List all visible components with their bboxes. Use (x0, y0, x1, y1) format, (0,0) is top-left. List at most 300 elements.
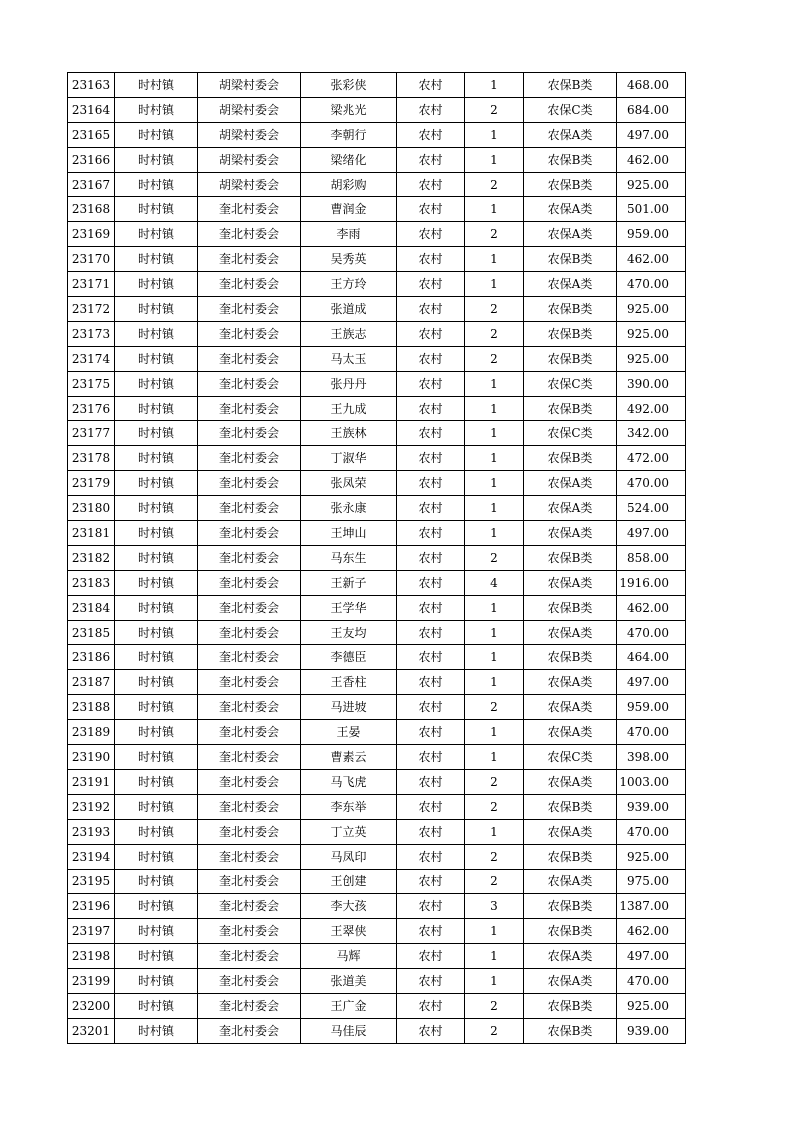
name-cell: 李大孩 (301, 894, 397, 919)
household-type-cell: 农村 (397, 769, 465, 794)
insurance-class-cell: 农保B类 (524, 297, 617, 322)
village-cell: 奎北村委会 (198, 944, 301, 969)
name-cell: 吴秀英 (301, 247, 397, 272)
name-cell: 丁立英 (301, 819, 397, 844)
table-row (68, 670, 686, 695)
table-row (68, 794, 686, 819)
household-type-cell: 农村 (397, 421, 465, 446)
town-cell: 时村镇 (115, 645, 198, 670)
amount-cell: 497.00 (617, 521, 686, 546)
insurance-class-cell: 农保A类 (524, 496, 617, 521)
person-count-cell: 2 (465, 869, 524, 894)
name-cell: 王坤山 (301, 521, 397, 546)
name-cell: 王族林 (301, 421, 397, 446)
record-id-cell: 23173 (68, 321, 115, 346)
town-cell: 时村镇 (115, 869, 198, 894)
village-cell: 奎北村委会 (198, 570, 301, 595)
town-cell: 时村镇 (115, 446, 198, 471)
table-row (68, 321, 686, 346)
insurance-class-cell: 农保B类 (524, 993, 617, 1018)
household-type-cell: 农村 (397, 720, 465, 745)
household-type-cell: 农村 (397, 570, 465, 595)
household-type-cell: 农村 (397, 396, 465, 421)
town-cell: 时村镇 (115, 595, 198, 620)
record-id-cell: 23193 (68, 819, 115, 844)
insurance-class-cell: 农保A类 (524, 471, 617, 496)
insurance-class-cell: 农保B类 (524, 919, 617, 944)
amount-cell: 462.00 (617, 919, 686, 944)
person-count-cell: 1 (465, 944, 524, 969)
village-cell: 奎北村委会 (198, 471, 301, 496)
amount-cell: 959.00 (617, 695, 686, 720)
village-cell: 奎北村委会 (198, 894, 301, 919)
amount-cell: 501.00 (617, 197, 686, 222)
insurance-class-cell: 农保B类 (524, 844, 617, 869)
name-cell: 马太玉 (301, 346, 397, 371)
town-cell: 时村镇 (115, 720, 198, 745)
household-type-cell: 农村 (397, 819, 465, 844)
person-count-cell: 2 (465, 172, 524, 197)
amount-cell: 858.00 (617, 545, 686, 570)
name-cell: 马进坡 (301, 695, 397, 720)
record-id-cell: 23167 (68, 172, 115, 197)
record-id-cell: 23190 (68, 745, 115, 770)
table-row (68, 471, 686, 496)
person-count-cell: 4 (465, 570, 524, 595)
table-row (68, 769, 686, 794)
person-count-cell: 2 (465, 1018, 524, 1043)
record-id-cell: 23163 (68, 73, 115, 98)
insurance-class-cell: 农保A类 (524, 122, 617, 147)
record-id-cell: 23186 (68, 645, 115, 670)
amount-cell: 492.00 (617, 396, 686, 421)
amount-cell: 925.00 (617, 321, 686, 346)
person-count-cell: 2 (465, 222, 524, 247)
name-cell: 张彩侠 (301, 73, 397, 98)
town-cell: 时村镇 (115, 993, 198, 1018)
name-cell: 张凤荣 (301, 471, 397, 496)
record-id-cell: 23175 (68, 371, 115, 396)
household-type-cell: 农村 (397, 545, 465, 570)
name-cell: 马东生 (301, 545, 397, 570)
amount-cell: 390.00 (617, 371, 686, 396)
name-cell: 曹素云 (301, 745, 397, 770)
person-count-cell: 1 (465, 670, 524, 695)
household-type-cell: 农村 (397, 346, 465, 371)
household-type-cell: 农村 (397, 521, 465, 546)
household-type-cell: 农村 (397, 197, 465, 222)
record-id-cell: 23185 (68, 620, 115, 645)
insurance-class-cell: 农保B类 (524, 396, 617, 421)
record-id-cell: 23189 (68, 720, 115, 745)
person-count-cell: 2 (465, 993, 524, 1018)
amount-cell: 1003.00 (617, 769, 686, 794)
household-type-cell: 农村 (397, 745, 465, 770)
table-row (68, 247, 686, 272)
name-cell: 王翠侠 (301, 919, 397, 944)
amount-cell: 925.00 (617, 297, 686, 322)
table-row (68, 969, 686, 994)
name-cell: 李德臣 (301, 645, 397, 670)
person-count-cell: 2 (465, 769, 524, 794)
village-cell: 胡梁村委会 (198, 97, 301, 122)
town-cell: 时村镇 (115, 147, 198, 172)
record-id-cell: 23198 (68, 944, 115, 969)
household-type-cell: 农村 (397, 147, 465, 172)
person-count-cell: 2 (465, 97, 524, 122)
insurance-class-cell: 农保C类 (524, 97, 617, 122)
amount-cell: 925.00 (617, 346, 686, 371)
town-cell: 时村镇 (115, 545, 198, 570)
insurance-class-cell: 农保B类 (524, 595, 617, 620)
town-cell: 时村镇 (115, 346, 198, 371)
household-type-cell: 农村 (397, 97, 465, 122)
amount-cell: 1387.00 (617, 894, 686, 919)
household-type-cell: 农村 (397, 122, 465, 147)
household-type-cell: 农村 (397, 969, 465, 994)
amount-cell: 684.00 (617, 97, 686, 122)
village-cell: 奎北村委会 (198, 197, 301, 222)
town-cell: 时村镇 (115, 73, 198, 98)
amount-cell: 470.00 (617, 272, 686, 297)
person-count-cell: 1 (465, 819, 524, 844)
person-count-cell: 1 (465, 272, 524, 297)
village-cell: 奎北村委会 (198, 595, 301, 620)
village-cell: 奎北村委会 (198, 745, 301, 770)
table-row (68, 993, 686, 1018)
insurance-class-cell: 农保A类 (524, 197, 617, 222)
insurance-class-cell: 农保A类 (524, 222, 617, 247)
record-id-cell: 23200 (68, 993, 115, 1018)
name-cell: 李雨 (301, 222, 397, 247)
village-cell: 奎北村委会 (198, 321, 301, 346)
insurance-class-cell: 农保A类 (524, 869, 617, 894)
insurance-class-cell: 农保B类 (524, 1018, 617, 1043)
village-cell: 奎北村委会 (198, 297, 301, 322)
insurance-class-cell: 农保B类 (524, 172, 617, 197)
table-row (68, 122, 686, 147)
record-id-cell: 23191 (68, 769, 115, 794)
amount-cell: 464.00 (617, 645, 686, 670)
table-row (68, 869, 686, 894)
insurance-class-cell: 农保B类 (524, 446, 617, 471)
town-cell: 时村镇 (115, 745, 198, 770)
table-row (68, 496, 686, 521)
village-cell: 奎北村委会 (198, 969, 301, 994)
amount-cell: 342.00 (617, 421, 686, 446)
name-cell: 马飞虎 (301, 769, 397, 794)
household-type-cell: 农村 (397, 844, 465, 869)
village-cell: 奎北村委会 (198, 819, 301, 844)
person-count-cell: 3 (465, 894, 524, 919)
insurance-class-cell: 农保B类 (524, 321, 617, 346)
insurance-class-cell: 农保A类 (524, 620, 617, 645)
insurance-class-cell: 农保B类 (524, 73, 617, 98)
name-cell: 张丹丹 (301, 371, 397, 396)
table-row (68, 745, 686, 770)
village-cell: 奎北村委会 (198, 993, 301, 1018)
table-row (68, 545, 686, 570)
town-cell: 时村镇 (115, 396, 198, 421)
name-cell: 王晏 (301, 720, 397, 745)
insurance-class-cell: 农保B类 (524, 247, 617, 272)
name-cell: 丁淑华 (301, 446, 397, 471)
town-cell: 时村镇 (115, 421, 198, 446)
town-cell: 时村镇 (115, 496, 198, 521)
person-count-cell: 1 (465, 745, 524, 770)
household-type-cell: 农村 (397, 944, 465, 969)
table-row (68, 894, 686, 919)
village-cell: 奎北村委会 (198, 620, 301, 645)
record-id-cell: 23172 (68, 297, 115, 322)
amount-cell: 470.00 (617, 471, 686, 496)
record-id-cell: 23182 (68, 545, 115, 570)
amount-cell: 470.00 (617, 819, 686, 844)
insurance-class-cell: 农保A类 (524, 272, 617, 297)
name-cell: 王友均 (301, 620, 397, 645)
amount-cell: 472.00 (617, 446, 686, 471)
village-cell: 奎北村委会 (198, 272, 301, 297)
insurance-class-cell: 农保C类 (524, 745, 617, 770)
record-id-cell: 23171 (68, 272, 115, 297)
household-type-cell: 农村 (397, 919, 465, 944)
table-row (68, 695, 686, 720)
record-id-cell: 23176 (68, 396, 115, 421)
name-cell: 李东举 (301, 794, 397, 819)
table-row (68, 172, 686, 197)
amount-cell: 925.00 (617, 172, 686, 197)
amount-cell: 470.00 (617, 620, 686, 645)
village-cell: 奎北村委会 (198, 396, 301, 421)
person-count-cell: 1 (465, 371, 524, 396)
record-id-cell: 23170 (68, 247, 115, 272)
table-row (68, 297, 686, 322)
record-id-cell: 23177 (68, 421, 115, 446)
record-id-cell: 23169 (68, 222, 115, 247)
village-cell: 奎北村委会 (198, 545, 301, 570)
record-id-cell: 23181 (68, 521, 115, 546)
town-cell: 时村镇 (115, 222, 198, 247)
insurance-class-cell: 农保A类 (524, 670, 617, 695)
record-id-cell: 23178 (68, 446, 115, 471)
insurance-class-cell: 农保A类 (524, 819, 617, 844)
record-id-cell: 23164 (68, 97, 115, 122)
amount-cell: 524.00 (617, 496, 686, 521)
insurance-class-cell: 农保A类 (524, 570, 617, 595)
record-id-cell: 23187 (68, 670, 115, 695)
person-count-cell: 1 (465, 147, 524, 172)
person-count-cell: 1 (465, 197, 524, 222)
person-count-cell: 2 (465, 321, 524, 346)
person-count-cell: 1 (465, 919, 524, 944)
village-cell: 胡梁村委会 (198, 147, 301, 172)
name-cell: 马辉 (301, 944, 397, 969)
name-cell: 张永康 (301, 496, 397, 521)
village-cell: 奎北村委会 (198, 695, 301, 720)
village-cell: 奎北村委会 (198, 794, 301, 819)
village-cell: 奎北村委会 (198, 247, 301, 272)
amount-cell: 462.00 (617, 147, 686, 172)
town-cell: 时村镇 (115, 521, 198, 546)
person-count-cell: 2 (465, 545, 524, 570)
amount-cell: 497.00 (617, 944, 686, 969)
town-cell: 时村镇 (115, 471, 198, 496)
household-type-cell: 农村 (397, 471, 465, 496)
town-cell: 时村镇 (115, 819, 198, 844)
table-row (68, 446, 686, 471)
household-type-cell: 农村 (397, 73, 465, 98)
household-type-cell: 农村 (397, 247, 465, 272)
town-cell: 时村镇 (115, 794, 198, 819)
name-cell: 王学华 (301, 595, 397, 620)
table-row (68, 570, 686, 595)
table-row (68, 595, 686, 620)
household-type-cell: 农村 (397, 869, 465, 894)
amount-cell: 959.00 (617, 222, 686, 247)
village-cell: 奎北村委会 (198, 869, 301, 894)
town-cell: 时村镇 (115, 1018, 198, 1043)
beneficiary-table (67, 72, 686, 1044)
record-id-cell: 23196 (68, 894, 115, 919)
town-cell: 时村镇 (115, 321, 198, 346)
person-count-cell: 1 (465, 421, 524, 446)
household-type-cell: 农村 (397, 297, 465, 322)
table-row (68, 1018, 686, 1043)
record-id-cell: 23174 (68, 346, 115, 371)
town-cell: 时村镇 (115, 969, 198, 994)
household-type-cell: 农村 (397, 794, 465, 819)
amount-cell: 462.00 (617, 595, 686, 620)
town-cell: 时村镇 (115, 297, 198, 322)
person-count-cell: 1 (465, 496, 524, 521)
insurance-class-cell: 农保A类 (524, 720, 617, 745)
village-cell: 奎北村委会 (198, 446, 301, 471)
village-cell: 胡梁村委会 (198, 73, 301, 98)
person-count-cell: 1 (465, 73, 524, 98)
amount-cell: 497.00 (617, 122, 686, 147)
town-cell: 时村镇 (115, 272, 198, 297)
village-cell: 胡梁村委会 (198, 172, 301, 197)
amount-cell: 925.00 (617, 993, 686, 1018)
insurance-class-cell: 农保B类 (524, 794, 617, 819)
village-cell: 奎北村委会 (198, 919, 301, 944)
table-row (68, 819, 686, 844)
village-cell: 奎北村委会 (198, 1018, 301, 1043)
town-cell: 时村镇 (115, 670, 198, 695)
record-id-cell: 23183 (68, 570, 115, 595)
household-type-cell: 农村 (397, 595, 465, 620)
person-count-cell: 1 (465, 122, 524, 147)
amount-cell: 925.00 (617, 844, 686, 869)
name-cell: 梁绪化 (301, 147, 397, 172)
village-cell: 奎北村委会 (198, 521, 301, 546)
town-cell: 时村镇 (115, 570, 198, 595)
name-cell: 李朝行 (301, 122, 397, 147)
household-type-cell: 农村 (397, 695, 465, 720)
insurance-class-cell: 农保C类 (524, 421, 617, 446)
name-cell: 张道成 (301, 297, 397, 322)
town-cell: 时村镇 (115, 620, 198, 645)
amount-cell: 1916.00 (617, 570, 686, 595)
record-id-cell: 23199 (68, 969, 115, 994)
person-count-cell: 2 (465, 794, 524, 819)
table-row (68, 147, 686, 172)
town-cell: 时村镇 (115, 172, 198, 197)
person-count-cell: 1 (465, 620, 524, 645)
household-type-cell: 农村 (397, 446, 465, 471)
village-cell: 奎北村委会 (198, 844, 301, 869)
insurance-class-cell: 农保C类 (524, 371, 617, 396)
town-cell: 时村镇 (115, 122, 198, 147)
insurance-class-cell: 农保B类 (524, 894, 617, 919)
person-count-cell: 1 (465, 969, 524, 994)
household-type-cell: 农村 (397, 993, 465, 1018)
record-id-cell: 23195 (68, 869, 115, 894)
record-id-cell: 23165 (68, 122, 115, 147)
household-type-cell: 农村 (397, 222, 465, 247)
person-count-cell: 1 (465, 595, 524, 620)
amount-cell: 470.00 (617, 969, 686, 994)
village-cell: 奎北村委会 (198, 222, 301, 247)
person-count-cell: 1 (465, 521, 524, 546)
name-cell: 王创建 (301, 869, 397, 894)
household-type-cell: 农村 (397, 1018, 465, 1043)
person-count-cell: 1 (465, 471, 524, 496)
household-type-cell: 农村 (397, 620, 465, 645)
household-type-cell: 农村 (397, 272, 465, 297)
insurance-class-cell: 农保A类 (524, 695, 617, 720)
record-id-cell: 23197 (68, 919, 115, 944)
amount-cell: 939.00 (617, 794, 686, 819)
name-cell: 王族志 (301, 321, 397, 346)
village-cell: 奎北村委会 (198, 346, 301, 371)
table-row (68, 521, 686, 546)
record-id-cell: 23201 (68, 1018, 115, 1043)
amount-cell: 497.00 (617, 670, 686, 695)
village-cell: 奎北村委会 (198, 496, 301, 521)
record-id-cell: 23166 (68, 147, 115, 172)
village-cell: 奎北村委会 (198, 769, 301, 794)
person-count-cell: 2 (465, 297, 524, 322)
insurance-class-cell: 农保B类 (524, 346, 617, 371)
record-id-cell: 23168 (68, 197, 115, 222)
name-cell: 马佳辰 (301, 1018, 397, 1043)
household-type-cell: 农村 (397, 894, 465, 919)
insurance-class-cell: 农保B类 (524, 147, 617, 172)
name-cell: 胡彩购 (301, 172, 397, 197)
table-row (68, 919, 686, 944)
name-cell: 王香柱 (301, 670, 397, 695)
amount-cell: 398.00 (617, 745, 686, 770)
town-cell: 时村镇 (115, 944, 198, 969)
amount-cell: 975.00 (617, 869, 686, 894)
record-id-cell: 23192 (68, 794, 115, 819)
town-cell: 时村镇 (115, 769, 198, 794)
village-cell: 奎北村委会 (198, 421, 301, 446)
household-type-cell: 农村 (397, 645, 465, 670)
record-id-cell: 23179 (68, 471, 115, 496)
amount-cell: 468.00 (617, 73, 686, 98)
person-count-cell: 1 (465, 446, 524, 471)
amount-cell: 470.00 (617, 720, 686, 745)
record-id-cell: 23194 (68, 844, 115, 869)
person-count-cell: 1 (465, 645, 524, 670)
table-row (68, 346, 686, 371)
village-cell: 奎北村委会 (198, 720, 301, 745)
insurance-class-cell: 农保A类 (524, 944, 617, 969)
name-cell: 张道美 (301, 969, 397, 994)
table-row (68, 421, 686, 446)
